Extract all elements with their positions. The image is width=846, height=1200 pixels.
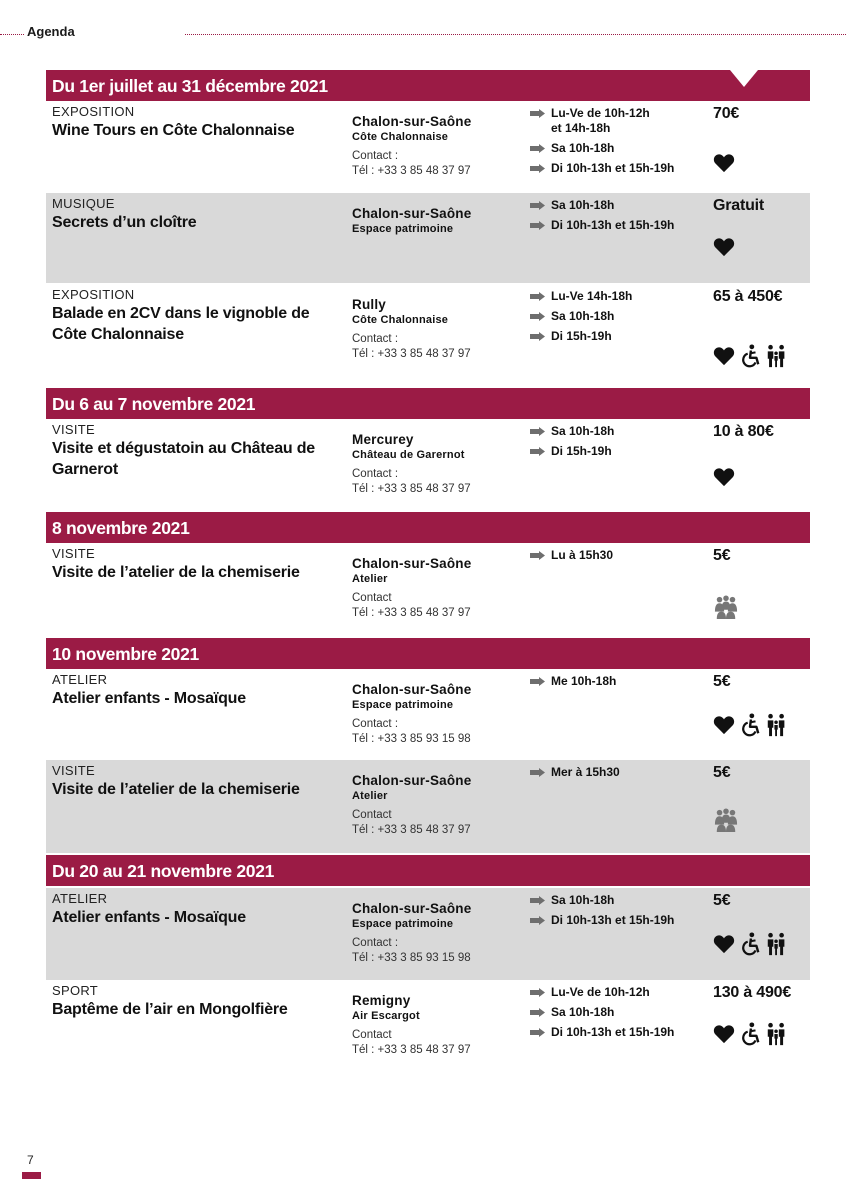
event-city: Chalon-sur-Saône (352, 901, 472, 916)
event-contact-label: Contact : (352, 468, 399, 480)
section-date-bar (46, 512, 810, 543)
schedule-text: Lu à 15h30 (551, 548, 614, 562)
footer-accent-bar (22, 1172, 41, 1179)
event-price: Gratuit (713, 197, 765, 214)
schedule-text: Sa 10h-18h (551, 893, 615, 907)
event-location (352, 206, 522, 236)
event-venue: Espace patrimoine (352, 699, 454, 711)
event-location (352, 901, 522, 966)
schedule-line (530, 1025, 710, 1040)
event-category: SPORT (52, 983, 99, 998)
schedule-line (530, 329, 710, 344)
event-price: 5€ (713, 673, 731, 690)
event-contact-label: Contact : (352, 718, 399, 730)
schedule-text: Di 15h-19h (551, 329, 612, 343)
schedule-text: Sa 10h-18h (551, 141, 615, 155)
event-location (352, 993, 522, 1058)
event-schedule (530, 985, 710, 1045)
event-category: VISITE (52, 763, 95, 778)
group-icon (713, 595, 739, 619)
heart-icon (713, 1024, 735, 1044)
event-schedule (530, 674, 710, 694)
event-location (352, 773, 522, 838)
schedule-line (530, 141, 710, 156)
event-venue: Atelier (352, 790, 388, 802)
wheelchair-icon (739, 1022, 761, 1046)
event-phone: Tél : +33 3 85 93 15 98 (352, 733, 471, 745)
event-phone: Tél : +33 3 85 93 15 98 (352, 952, 471, 964)
schedule-text: Me 10h-18h (551, 674, 617, 688)
event-amenity-icons (713, 808, 739, 832)
page-header (0, 22, 846, 42)
event-price: 70€ (713, 105, 740, 122)
event-price: 65 à 450€ (713, 288, 783, 305)
event-contact-label: Contact : (352, 937, 399, 949)
event-schedule (530, 424, 710, 464)
event-schedule (530, 289, 710, 349)
heart-icon (713, 467, 735, 487)
section-date-label: Du 1er juillet au 31 décembre 2021 (52, 76, 328, 96)
arrow-bullet-icon (530, 312, 545, 321)
heart-icon (713, 153, 735, 173)
event-phone: Tél : +33 3 85 48 37 97 (352, 165, 471, 177)
event-category: VISITE (52, 546, 95, 561)
arrow-bullet-icon (530, 1028, 545, 1037)
schedule-line (530, 674, 710, 689)
group-icon (713, 808, 739, 832)
schedule-text: Sa 10h-18h (551, 1005, 615, 1019)
event-city: Chalon-sur-Saône (352, 682, 472, 697)
event-entry (46, 543, 810, 636)
event-phone: Tél : +33 3 85 48 37 97 (352, 348, 471, 360)
arrow-bullet-icon (530, 201, 545, 210)
event-venue: Espace patrimoine (352, 223, 454, 235)
schedule-line (530, 1005, 710, 1020)
event-price: 10 à 80€ (713, 423, 774, 440)
event-schedule (530, 548, 710, 568)
wheelchair-icon (739, 344, 761, 368)
arrow-bullet-icon (530, 427, 545, 436)
header-divider-right (185, 34, 846, 35)
event-title: Atelier enfants - Mosaïque (52, 690, 246, 707)
section-date-bar (46, 70, 810, 101)
event-phone: Tél : +33 3 85 48 37 97 (352, 1044, 471, 1056)
schedule-line (530, 218, 710, 233)
arrow-bullet-icon (530, 1008, 545, 1017)
section-notch-icon (730, 70, 758, 87)
event-price: 130 à 490€ (713, 984, 792, 1001)
family-icon (765, 713, 789, 737)
event-amenity-icons (713, 713, 789, 737)
heart-icon (713, 346, 735, 366)
event-location (352, 682, 522, 747)
event-amenity-icons (713, 153, 735, 173)
event-price: 5€ (713, 764, 731, 781)
event-city: Remigny (352, 993, 411, 1008)
section-date-bar (46, 855, 810, 886)
event-category: VISITE (52, 422, 95, 437)
event-title: Visite de l’atelier de la chemiserie (52, 781, 300, 798)
schedule-line (530, 198, 710, 213)
schedule-line (530, 893, 710, 908)
arrow-bullet-icon (530, 988, 545, 997)
event-city: Chalon-sur-Saône (352, 206, 472, 221)
schedule-text: Mer à 15h30 (551, 765, 620, 779)
event-amenity-icons (713, 932, 789, 956)
event-category: EXPOSITION (52, 287, 135, 302)
event-entry (46, 101, 810, 193)
schedule-text: Di 10h-13h et 15h-19h (551, 218, 675, 232)
event-entry (46, 193, 810, 283)
event-location (352, 432, 522, 497)
event-city: Chalon-sur-Saône (352, 773, 472, 788)
arrow-bullet-icon (530, 551, 545, 560)
event-venue: Espace patrimoine (352, 918, 454, 930)
event-entry (46, 760, 810, 853)
header-title: Agenda (27, 24, 75, 39)
event-city: Rully (352, 297, 387, 312)
event-entry (46, 284, 810, 387)
event-amenity-icons (713, 237, 735, 257)
heart-icon (713, 237, 735, 257)
schedule-line (530, 444, 710, 459)
event-venue: Atelier (352, 573, 388, 585)
arrow-bullet-icon (530, 164, 545, 173)
schedule-text: Sa 10h-18h (551, 309, 615, 323)
family-icon (765, 344, 789, 368)
event-city: Chalon-sur-Saône (352, 114, 472, 129)
schedule-line (530, 913, 710, 928)
event-venue: Côte Chalonnaise (352, 314, 449, 326)
event-title: Balade en 2CV dans le vignoble de Côte Chalonnaise (52, 305, 310, 343)
event-contact-label: Contact : (352, 333, 399, 345)
event-contact-label: Contact : (352, 150, 399, 162)
section-date-label: Du 20 au 21 novembre 2021 (52, 861, 275, 881)
event-venue: Air Escargot (352, 1010, 420, 1022)
arrow-bullet-icon (530, 677, 545, 686)
arrow-bullet-icon (530, 292, 545, 301)
event-venue: Côte Chalonnaise (352, 131, 449, 143)
schedule-line (530, 765, 710, 780)
event-entry (46, 669, 810, 759)
schedule-text: Sa 10h-18h (551, 424, 615, 438)
event-title: Visite de l’atelier de la chemiserie (52, 564, 300, 581)
heart-icon (713, 715, 735, 735)
event-amenity-icons (713, 595, 739, 619)
event-venue: Château de Garernot (352, 449, 465, 461)
event-amenity-icons (713, 467, 735, 487)
event-schedule (530, 765, 710, 785)
wheelchair-icon (739, 932, 761, 956)
event-entry (46, 980, 810, 1065)
arrow-bullet-icon (530, 896, 545, 905)
schedule-line (530, 985, 710, 1000)
event-entry (46, 888, 810, 980)
schedule-text: Di 10h-13h et 15h-19h (551, 1025, 675, 1039)
event-contact-label: Contact (352, 809, 392, 821)
event-title: Wine Tours en Côte Chalonnaise (52, 122, 295, 139)
event-title: Secrets d’un cloître (52, 214, 197, 231)
event-category: MUSIQUE (52, 196, 115, 211)
event-city: Chalon-sur-Saône (352, 556, 472, 571)
event-price: 5€ (713, 547, 731, 564)
arrow-bullet-icon (530, 916, 545, 925)
event-phone: Tél : +33 3 85 48 37 97 (352, 483, 471, 495)
event-schedule (530, 106, 710, 181)
event-category: EXPOSITION (52, 104, 135, 119)
event-price: 5€ (713, 892, 731, 909)
arrow-bullet-icon (530, 144, 545, 153)
event-contact-label: Contact (352, 592, 392, 604)
event-schedule (530, 198, 710, 238)
section-date-bar (46, 638, 810, 669)
schedule-line (530, 548, 710, 563)
event-location (352, 556, 522, 621)
schedule-text: Lu-Ve de 10h-12h et 14h-18h (551, 106, 650, 135)
heart-icon (713, 934, 735, 954)
schedule-line (530, 106, 710, 136)
schedule-text: Lu-Ve 14h-18h (551, 289, 633, 303)
schedule-line (530, 289, 710, 304)
event-city: Mercurey (352, 432, 414, 447)
event-amenity-icons (713, 344, 789, 368)
event-location (352, 114, 522, 179)
arrow-bullet-icon (530, 221, 545, 230)
event-entry (46, 419, 810, 511)
event-phone: Tél : +33 3 85 48 37 97 (352, 607, 471, 619)
arrow-bullet-icon (530, 768, 545, 777)
page-number: 7 (27, 1153, 34, 1167)
event-title: Visite et dégustatoin au Château de Garnerot (52, 440, 315, 478)
event-contact-label: Contact (352, 1029, 392, 1041)
schedule-text: Lu-Ve de 10h-12h (551, 985, 650, 999)
event-title: Atelier enfants - Mosaïque (52, 909, 246, 926)
event-phone: Tél : +33 3 85 48 37 97 (352, 824, 471, 836)
event-schedule (530, 893, 710, 933)
header-divider-left (0, 34, 24, 35)
event-category: ATELIER (52, 891, 108, 906)
arrow-bullet-icon (530, 109, 545, 118)
family-icon (765, 1022, 789, 1046)
schedule-text: Di 10h-13h et 15h-19h (551, 161, 675, 175)
event-category: ATELIER (52, 672, 108, 687)
section-date-label: 10 novembre 2021 (52, 644, 199, 664)
arrow-bullet-icon (530, 447, 545, 456)
section-date-label: 8 novembre 2021 (52, 518, 190, 538)
schedule-text: Sa 10h-18h (551, 198, 615, 212)
schedule-text: Di 10h-13h et 15h-19h (551, 913, 675, 927)
section-date-bar (46, 388, 810, 419)
schedule-line (530, 161, 710, 176)
schedule-text: Di 15h-19h (551, 444, 612, 458)
wheelchair-icon (739, 713, 761, 737)
section-date-label: Du 6 au 7 novembre 2021 (52, 394, 256, 414)
event-amenity-icons (713, 1022, 789, 1046)
schedule-line (530, 424, 710, 439)
event-title: Baptême de l’air en Mongolfière (52, 1001, 288, 1018)
family-icon (765, 932, 789, 956)
event-location (352, 297, 522, 362)
arrow-bullet-icon (530, 332, 545, 341)
schedule-line (530, 309, 710, 324)
